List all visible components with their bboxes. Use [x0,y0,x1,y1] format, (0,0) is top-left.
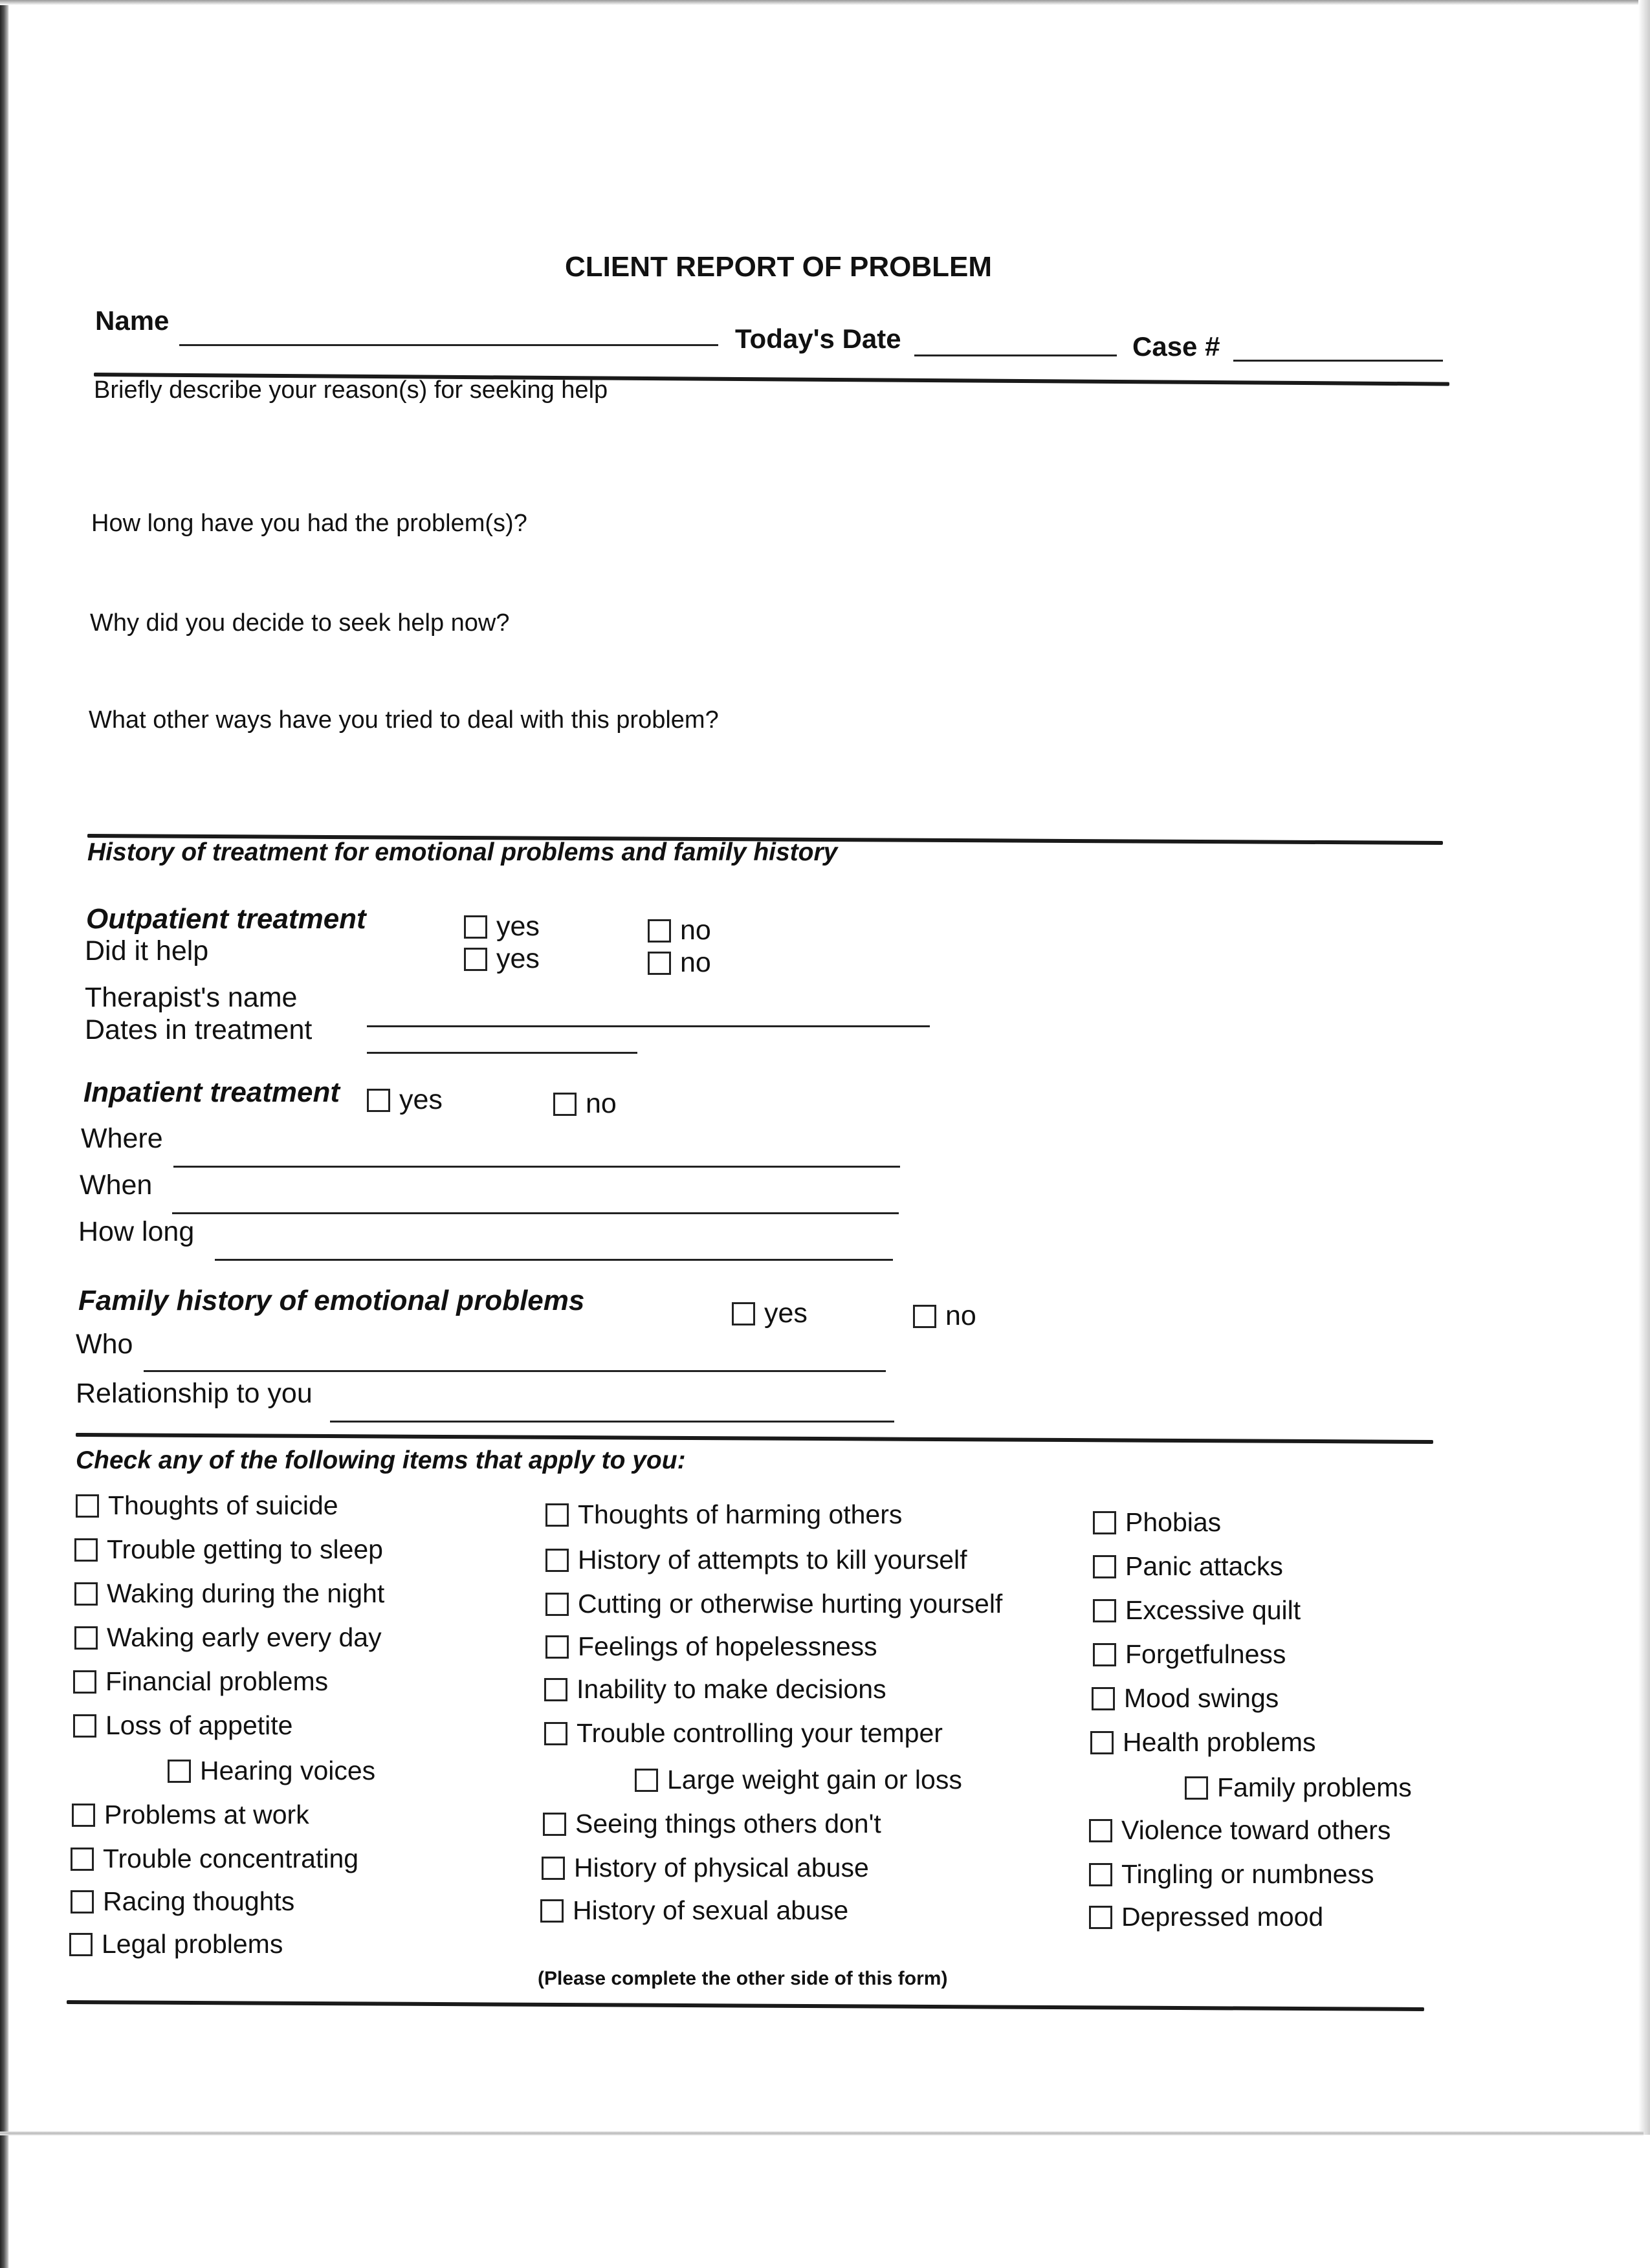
family-history-no-option[interactable]: no [913,1300,976,1332]
checkbox[interactable] [544,1678,567,1701]
outpatient-no-option[interactable]: no [648,915,711,946]
check-waking-early[interactable]: Waking early every day [74,1622,382,1653]
checkbox[interactable] [1093,1599,1116,1622]
who-field[interactable] [144,1370,886,1372]
page-title: CLIENT REPORT OF PROBLEM [565,251,992,283]
checkbox[interactable] [1089,1906,1112,1929]
case-label: Case # [1132,331,1220,362]
checkbox[interactable] [74,1626,98,1650]
question-other-ways: What other ways have you tried to deal with this problem? [89,706,719,734]
check-thoughts-of-harming-others[interactable]: Thoughts of harming others [545,1499,902,1530]
scan-shadow [0,0,9,2268]
check-waking-during-night[interactable]: Waking during the night [74,1578,384,1609]
check-temper[interactable]: Trouble controlling your temper [544,1718,943,1749]
inpatient-yes-checkbox[interactable] [367,1089,390,1112]
dates-in-treatment-label: Dates in treatment [85,1014,313,1045]
checkbox[interactable] [73,1670,96,1694]
check-seeing-things[interactable]: Seeing things others don't [543,1809,881,1839]
did-help-label: Did it help [85,935,209,966]
footer-note: (Please complete the other side of this form) [538,1968,948,1989]
check-sexual-abuse[interactable]: History of sexual abuse [540,1895,848,1926]
outpatient-label: Outpatient treatment [86,903,366,935]
check-history-of-attempts[interactable]: History of attempts to kill yourself [545,1545,967,1575]
inpatient-no-option[interactable]: no [553,1088,617,1120]
check-health-problems[interactable]: Health problems [1090,1727,1316,1758]
family-history-yes-checkbox[interactable] [732,1302,755,1325]
checkbox[interactable] [1090,1731,1114,1754]
date-label: Today's Date [735,323,901,354]
checkbox[interactable] [1093,1643,1116,1666]
inpatient-yes-option[interactable]: yes [367,1084,443,1116]
dates-in-treatment-field[interactable] [367,1052,637,1054]
checkbox[interactable] [1089,1819,1112,1842]
question-why-now: Why did you decide to seek help now? [90,609,510,637]
check-racing-thoughts[interactable]: Racing thoughts [71,1886,294,1917]
check-problems-at-work[interactable]: Problems at work [72,1800,309,1830]
question-reasons: Briefly describe your reason(s) for seeking help [94,376,608,404]
checkbox[interactable] [635,1769,658,1792]
check-family-problems[interactable]: Family problems [1185,1772,1412,1803]
how-long-label: How long [78,1216,195,1247]
checkbox[interactable] [544,1722,567,1745]
outpatient-no-checkbox[interactable] [648,919,671,943]
checkbox[interactable] [540,1899,564,1923]
check-thoughts-of-suicide[interactable]: Thoughts of suicide [76,1490,338,1521]
case-field[interactable] [1233,360,1443,362]
checkbox[interactable] [1185,1776,1208,1800]
checkbox[interactable] [76,1494,99,1518]
helped-yes-option[interactable]: yes [464,943,540,975]
check-physical-abuse[interactable]: History of physical abuse [542,1853,869,1883]
check-phobias[interactable]: Phobias [1093,1507,1221,1538]
family-history-yes-option[interactable]: yes [732,1298,808,1329]
outpatient-yes-checkbox[interactable] [464,915,487,939]
checkbox[interactable] [1093,1555,1116,1578]
checkbox[interactable] [1093,1511,1116,1534]
scan-edge-top [0,0,1650,5]
date-field[interactable] [914,354,1117,356]
inpatient-label: Inpatient treatment [83,1076,340,1108]
therapist-name-label: Therapist's name [85,982,298,1013]
check-hopelessness[interactable]: Feelings of hopelessness [545,1631,877,1662]
check-cutting-hurting[interactable]: Cutting or otherwise hurting yourself [545,1589,1002,1619]
check-tingling[interactable]: Tingling or numbness [1089,1859,1374,1890]
checkbox[interactable] [72,1804,95,1827]
checkbox[interactable] [545,1549,569,1572]
check-excessive-guilt[interactable]: Excessive quilt [1093,1595,1301,1626]
check-depressed-mood[interactable]: Depressed mood [1089,1902,1323,1932]
check-trouble-getting-to-sleep[interactable]: Trouble getting to sleep [74,1534,383,1565]
who-label: Who [76,1329,133,1360]
family-history-label: Family history of emotional problems [78,1285,585,1316]
when-label: When [80,1170,153,1201]
relationship-label: Relationship to you [76,1378,313,1409]
helped-no-checkbox[interactable] [648,952,671,975]
helped-no-option[interactable]: no [648,947,711,979]
checkbox[interactable] [545,1593,569,1616]
footer-divider [67,2000,1424,2011]
checkbox[interactable] [73,1714,96,1738]
checkbox[interactable] [71,1890,94,1914]
helped-yes-checkbox[interactable] [464,948,487,971]
check-inability-decisions[interactable]: Inability to make decisions [544,1674,886,1705]
checkbox[interactable] [1089,1863,1112,1886]
where-label: Where [81,1123,163,1154]
check-panic-attacks[interactable]: Panic attacks [1093,1551,1283,1582]
question-how-long: How long have you had the problem(s)? [91,510,527,537]
checkbox[interactable] [74,1538,98,1562]
history-divider [76,1433,1433,1444]
when-field[interactable] [172,1212,899,1214]
check-weight-change[interactable]: Large weight gain or loss [635,1765,962,1795]
checkbox[interactable] [545,1635,569,1659]
check-financial-problems[interactable]: Financial problems [73,1666,328,1697]
check-loss-of-appetite[interactable]: Loss of appetite [73,1710,292,1741]
how-long-field[interactable] [215,1259,893,1261]
scan-edge-right [1638,0,1650,2135]
therapist-name-field[interactable] [367,1025,930,1027]
family-history-no-checkbox[interactable] [913,1305,936,1328]
relationship-field[interactable] [330,1421,894,1423]
check-violence[interactable]: Violence toward others [1089,1815,1391,1846]
checkbox[interactable] [545,1503,569,1527]
checkbox[interactable] [543,1813,566,1836]
check-forgetfulness[interactable]: Forgetfulness [1093,1639,1286,1670]
checkbox[interactable] [74,1582,98,1606]
name-label: Name [95,305,170,336]
scan-page-bottom-edge [0,2132,1644,2135]
check-mood-swings[interactable]: Mood swings [1092,1683,1279,1714]
checklist-heading: Check any of the following items that apply to you: [76,1446,686,1474]
history-heading: History of treatment for emotional problems and family history [87,838,838,866]
checkbox[interactable] [71,1848,94,1871]
checkbox[interactable] [542,1857,565,1880]
check-hearing-voices[interactable]: Hearing voices [168,1756,375,1786]
check-trouble-concentrating[interactable]: Trouble concentrating [71,1844,358,1874]
checkbox[interactable] [69,1933,93,1956]
outpatient-yes-option[interactable]: yes [464,911,540,943]
checkbox[interactable] [168,1760,191,1783]
name-field[interactable] [179,344,718,346]
checkbox[interactable] [1092,1687,1115,1710]
where-field[interactable] [173,1166,900,1168]
inpatient-no-checkbox[interactable] [553,1093,577,1116]
check-legal-problems[interactable]: Legal problems [69,1929,283,1959]
